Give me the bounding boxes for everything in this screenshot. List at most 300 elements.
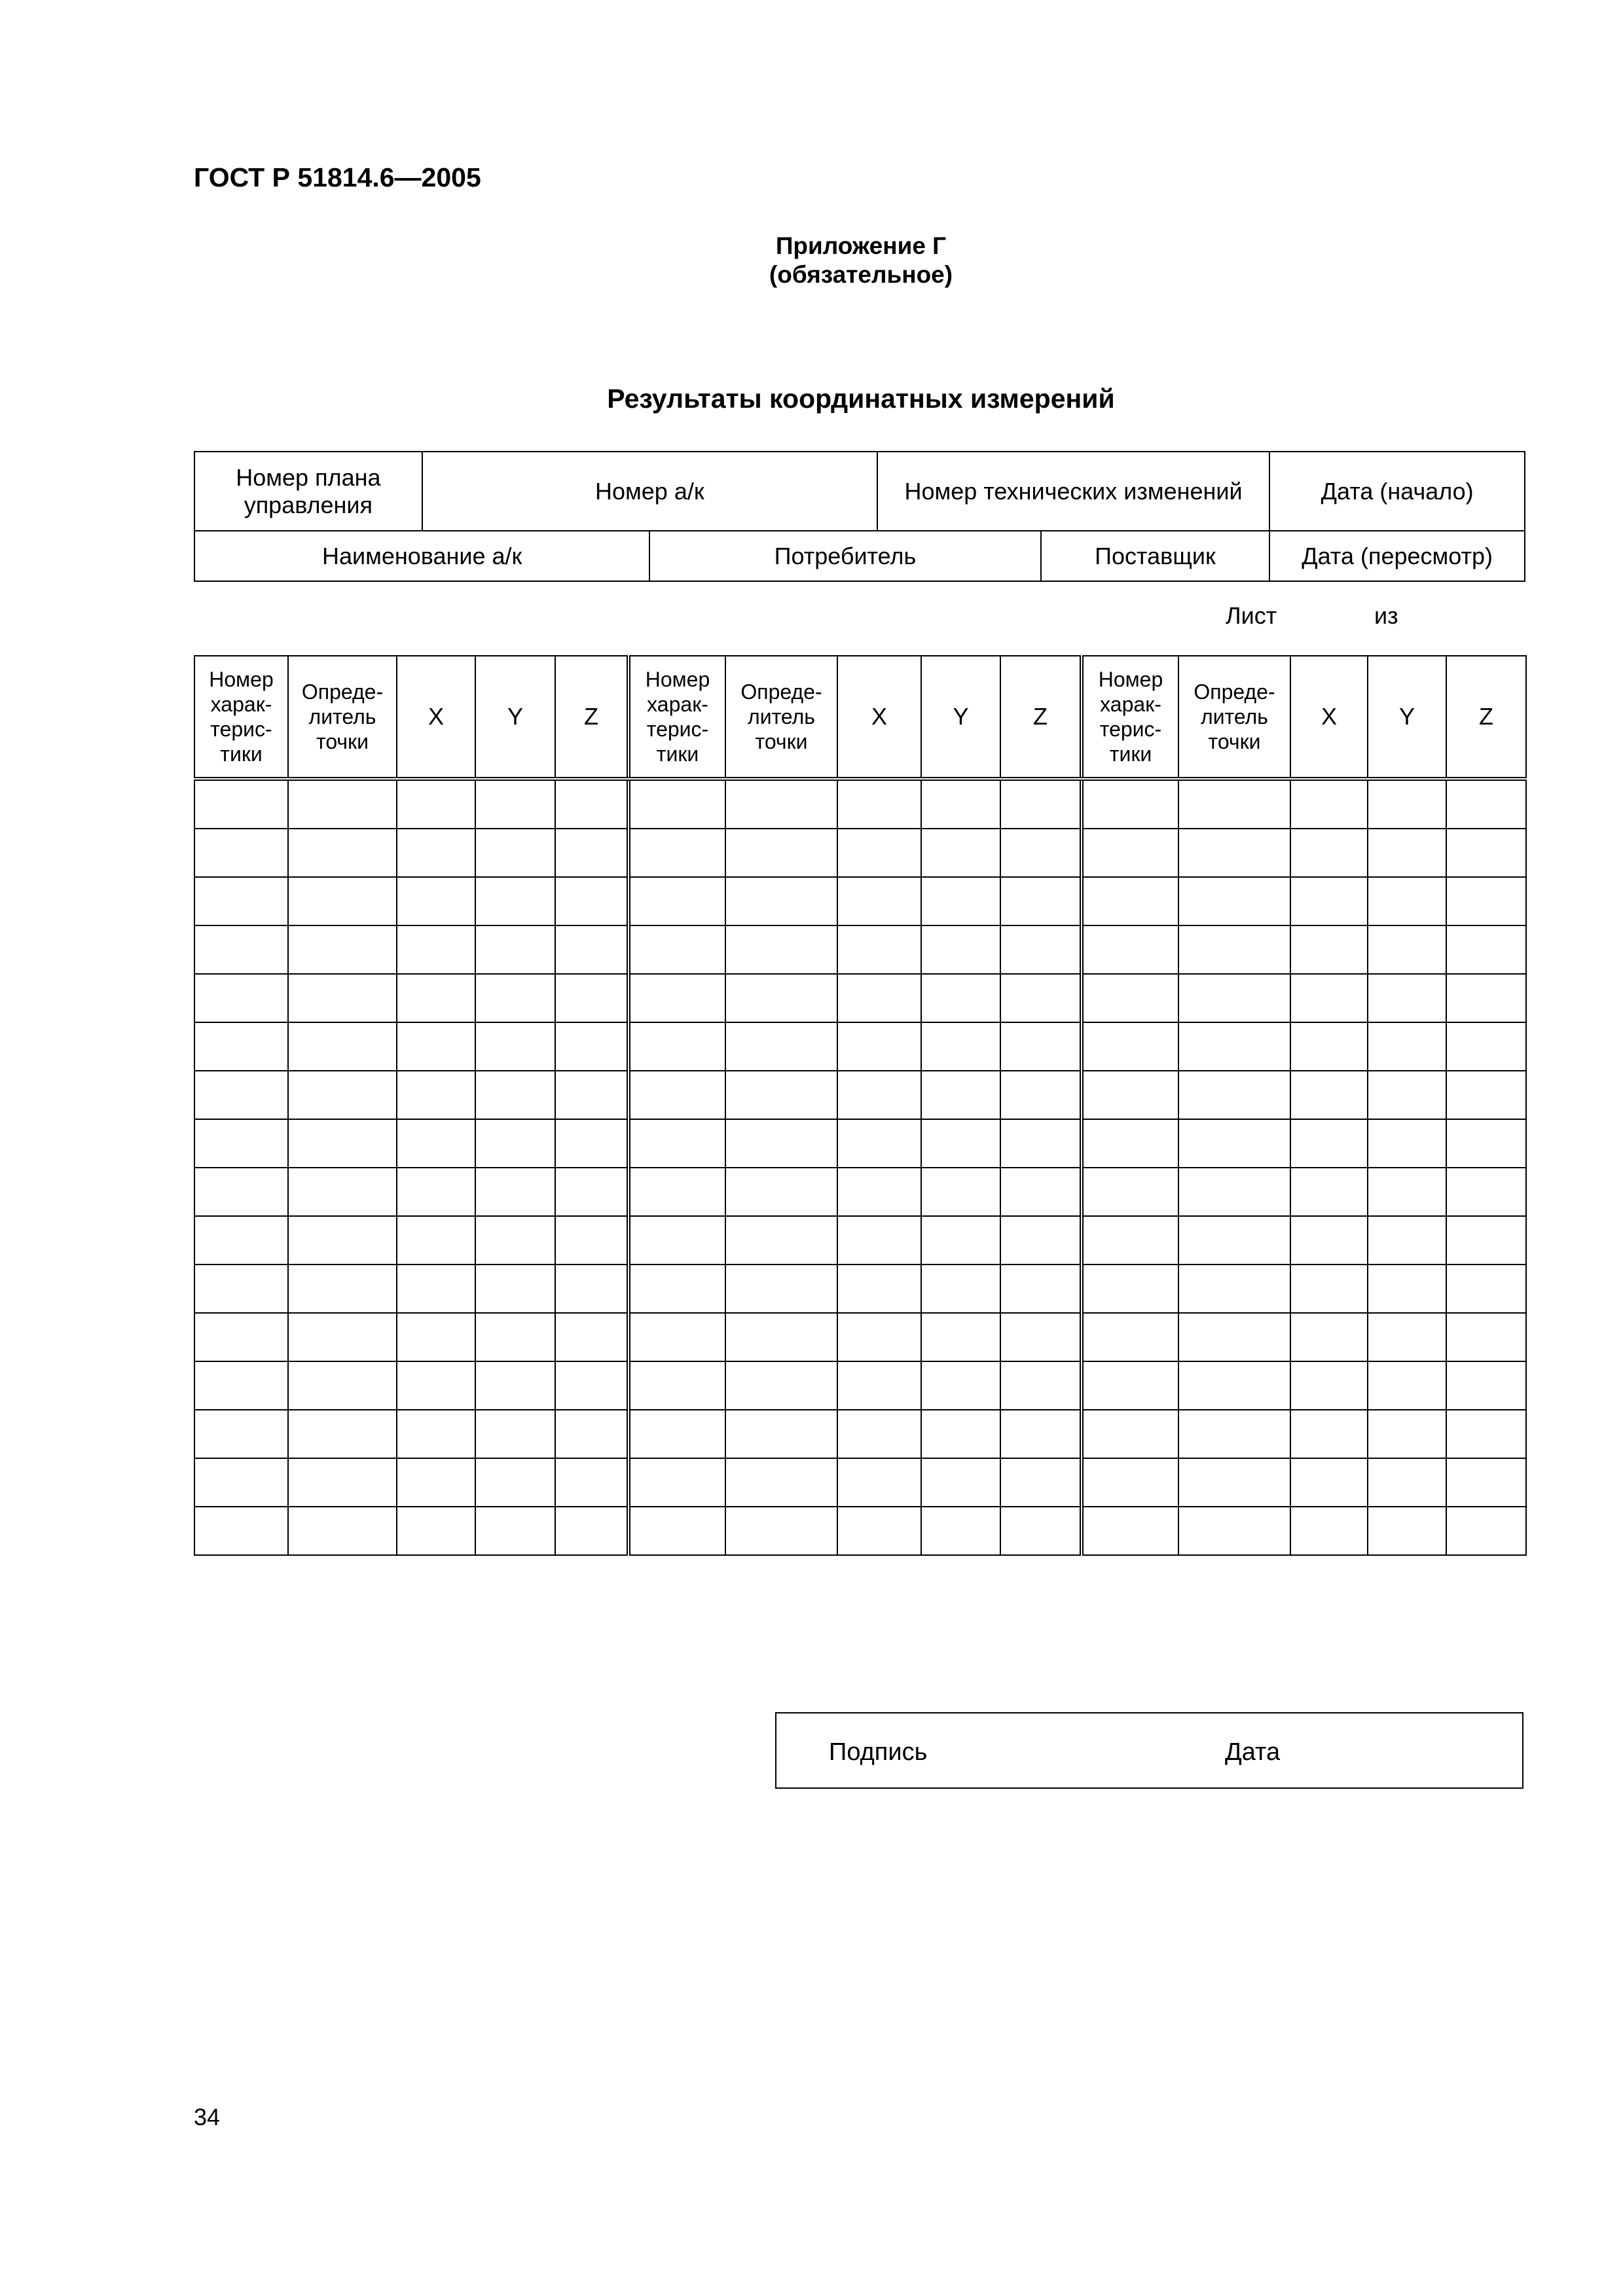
col-header-z: Z [555, 656, 629, 779]
cell-point-id[interactable] [1178, 925, 1290, 974]
cell-y[interactable] [921, 1216, 1000, 1265]
cell-x[interactable] [397, 877, 475, 925]
control-plan-number-cell[interactable] [194, 452, 422, 531]
cell-z[interactable] [555, 779, 629, 829]
cell-y[interactable] [921, 1410, 1000, 1458]
cell-char-number[interactable] [1082, 1071, 1178, 1119]
signature-label: Подпись [829, 1738, 928, 1766]
cell-y[interactable] [475, 1361, 555, 1410]
cell-x[interactable] [397, 1507, 475, 1555]
cell-point-id[interactable] [725, 1119, 837, 1168]
cell-z[interactable] [555, 1216, 629, 1265]
customer-cell[interactable] [649, 531, 1040, 581]
cell-z[interactable] [1446, 1265, 1526, 1313]
cell-x[interactable] [1290, 877, 1368, 925]
cell-char-number[interactable] [1082, 779, 1178, 829]
cell-x[interactable] [397, 829, 475, 877]
col-header-char-number-l2: харак- [210, 692, 272, 716]
cell-x[interactable] [397, 974, 475, 1022]
cell-point-id[interactable] [288, 779, 397, 829]
cell-char-number[interactable] [629, 1313, 725, 1361]
cell-z[interactable] [1000, 925, 1082, 974]
cell-y[interactable] [921, 1265, 1000, 1313]
col-header-x: X [1290, 656, 1368, 779]
cell-z[interactable] [555, 829, 629, 877]
customer-label: Потребитель [774, 542, 917, 569]
cell-y[interactable] [475, 974, 555, 1022]
table-row [194, 1458, 1526, 1507]
cell-y[interactable] [921, 1071, 1000, 1119]
part-name-label: Наименование а/к [321, 542, 522, 569]
cell-char-number[interactable] [194, 829, 288, 877]
col-header-point-id-l3: точки [316, 730, 369, 753]
cell-point-id[interactable] [1178, 1361, 1290, 1410]
table-row [194, 1022, 1526, 1071]
cell-y[interactable] [475, 1507, 555, 1555]
cell-char-number[interactable] [629, 829, 725, 877]
col-header-point-id [1178, 656, 1290, 779]
cell-y[interactable] [1368, 1265, 1446, 1313]
cell-y[interactable] [921, 1458, 1000, 1507]
cell-char-number[interactable] [1082, 1361, 1178, 1410]
col-header-x: X [397, 656, 475, 779]
cell-x[interactable] [837, 877, 921, 925]
cell-point-id[interactable] [288, 1022, 397, 1071]
cell-z[interactable] [1446, 1313, 1526, 1361]
cell-point-id[interactable] [1178, 1458, 1290, 1507]
cell-y[interactable] [475, 877, 555, 925]
cell-point-id[interactable] [725, 1458, 837, 1507]
cell-point-id[interactable] [725, 779, 837, 829]
cell-char-number[interactable] [194, 1410, 288, 1458]
cell-y[interactable] [1368, 1361, 1446, 1410]
cell-point-id[interactable] [288, 925, 397, 974]
table-row [194, 1216, 1526, 1265]
cell-char-number[interactable] [629, 974, 725, 1022]
cell-char-number[interactable] [1082, 974, 1178, 1022]
cell-y[interactable] [1368, 1168, 1446, 1216]
cell-y[interactable] [475, 1410, 555, 1458]
col-header-point-id-l3: точки [755, 730, 808, 753]
cell-point-id[interactable] [725, 974, 837, 1022]
cell-x[interactable] [1290, 1119, 1368, 1168]
cell-char-number[interactable] [629, 1458, 725, 1507]
cell-char-number[interactable] [1082, 1119, 1178, 1168]
cell-z[interactable] [1000, 1071, 1082, 1119]
measurement-table [194, 655, 1527, 1556]
col-header-point-id-l2: литель [1201, 705, 1268, 728]
page-title: Результаты координатных измерений [607, 384, 1115, 414]
cell-z[interactable] [1446, 1458, 1526, 1507]
cell-point-id[interactable] [1178, 1022, 1290, 1071]
cell-char-number[interactable] [194, 1458, 288, 1507]
col-header-point-id-l1: Опреде- [301, 680, 384, 704]
cell-y[interactable] [1368, 779, 1446, 829]
cell-y[interactable] [475, 1216, 555, 1265]
table-row [194, 829, 1526, 877]
cell-char-number[interactable] [629, 1507, 725, 1555]
cell-char-number[interactable] [194, 1216, 288, 1265]
cell-z[interactable] [555, 1265, 629, 1313]
cell-y[interactable] [1368, 1119, 1446, 1168]
cell-z[interactable] [1000, 1458, 1082, 1507]
col-header-char-number-l4: тики [220, 742, 263, 766]
col-header-point-id-l3: точки [1208, 730, 1261, 753]
cell-z[interactable] [555, 1313, 629, 1361]
cell-char-number[interactable] [194, 925, 288, 974]
cell-x[interactable] [837, 1071, 921, 1119]
cell-point-id[interactable] [725, 1265, 837, 1313]
cell-y[interactable] [475, 779, 555, 829]
cell-z[interactable] [555, 1168, 629, 1216]
cell-x[interactable] [397, 1071, 475, 1119]
cell-point-id[interactable] [1178, 877, 1290, 925]
cell-x[interactable] [837, 1410, 921, 1458]
cell-point-id[interactable] [1178, 1507, 1290, 1555]
cell-x[interactable] [1290, 1361, 1368, 1410]
cell-x[interactable] [397, 1361, 475, 1410]
cell-y[interactable] [1368, 1458, 1446, 1507]
cell-x[interactable] [1290, 1265, 1368, 1313]
cell-point-id[interactable] [725, 1071, 837, 1119]
cell-z[interactable] [555, 877, 629, 925]
cell-z[interactable] [1000, 1216, 1082, 1265]
cell-char-number[interactable] [629, 877, 725, 925]
cell-z[interactable] [1000, 877, 1082, 925]
cell-z[interactable] [1000, 974, 1082, 1022]
col-header-char-number-l3: терис- [1099, 717, 1162, 741]
cell-point-id[interactable] [1178, 1313, 1290, 1361]
cell-x[interactable] [1290, 974, 1368, 1022]
cell-x[interactable] [837, 779, 921, 829]
cell-x[interactable] [837, 1313, 921, 1361]
col-header-point-id-l2: литель [308, 705, 376, 728]
cell-x[interactable] [1290, 1410, 1368, 1458]
cell-z[interactable] [555, 1022, 629, 1071]
cell-y[interactable] [921, 829, 1000, 877]
cell-char-number[interactable] [194, 779, 288, 829]
cell-y[interactable] [1368, 1216, 1446, 1265]
cell-y[interactable] [1368, 1022, 1446, 1071]
table-row [194, 1361, 1526, 1410]
cell-point-id[interactable] [1178, 1168, 1290, 1216]
cell-char-number[interactable] [629, 1265, 725, 1313]
col-header-y: Y [921, 656, 1000, 779]
cell-z[interactable] [1446, 974, 1526, 1022]
cell-char-number[interactable] [194, 1313, 288, 1361]
cell-y[interactable] [921, 779, 1000, 829]
cell-z[interactable] [555, 1119, 629, 1168]
cell-y[interactable] [1368, 1071, 1446, 1119]
cell-z[interactable] [555, 1458, 629, 1507]
cell-point-id[interactable] [725, 1507, 837, 1555]
cell-x[interactable] [837, 1216, 921, 1265]
cell-char-number[interactable] [629, 1361, 725, 1410]
col-header-z: Z [1446, 656, 1526, 779]
cell-y[interactable] [1368, 974, 1446, 1022]
col-header-z: Z [1000, 656, 1082, 779]
col-header-point-id-l1: Опреде- [740, 680, 822, 704]
cell-z[interactable] [1446, 829, 1526, 877]
cell-x[interactable] [397, 1022, 475, 1071]
cell-point-id[interactable] [288, 1361, 397, 1410]
cell-z[interactable] [1446, 1071, 1526, 1119]
cell-point-id[interactable] [725, 1168, 837, 1216]
cell-x[interactable] [1290, 1216, 1368, 1265]
cell-char-number[interactable] [629, 1168, 725, 1216]
cell-char-number[interactable] [194, 1168, 288, 1216]
cell-point-id[interactable] [1178, 1410, 1290, 1458]
cell-char-number[interactable] [1082, 829, 1178, 877]
cell-y[interactable] [475, 925, 555, 974]
cell-char-number[interactable] [1082, 1022, 1178, 1071]
cell-char-number[interactable] [629, 1119, 725, 1168]
cell-char-number[interactable] [629, 1410, 725, 1458]
cell-y[interactable] [1368, 829, 1446, 877]
cell-x[interactable] [397, 779, 475, 829]
sheet-label: Лист [1226, 602, 1277, 629]
date-review-label: Дата (пересмотр) [1302, 542, 1493, 569]
cell-x[interactable] [1290, 1313, 1368, 1361]
cell-x[interactable] [1290, 1022, 1368, 1071]
cell-x[interactable] [837, 925, 921, 974]
cell-z[interactable] [1000, 1168, 1082, 1216]
cell-x[interactable] [837, 974, 921, 1022]
cell-point-id[interactable] [1178, 829, 1290, 877]
cell-char-number[interactable] [629, 1216, 725, 1265]
cell-point-id[interactable] [288, 1119, 397, 1168]
col-header-char-number-l4: тики [656, 742, 699, 766]
supplier-cell[interactable] [1041, 531, 1270, 581]
cell-z[interactable] [555, 974, 629, 1022]
cell-y[interactable] [921, 877, 1000, 925]
cell-char-number[interactable] [194, 1119, 288, 1168]
cell-y[interactable] [921, 974, 1000, 1022]
cell-x[interactable] [397, 1216, 475, 1265]
cell-y[interactable] [921, 1507, 1000, 1555]
cell-z[interactable] [555, 925, 629, 974]
sheet-of-label: из [1374, 602, 1398, 629]
tech-change-number-cell[interactable] [877, 452, 1269, 531]
cell-z[interactable] [1000, 1507, 1082, 1555]
cell-point-id[interactable] [725, 1022, 837, 1071]
cell-y[interactable] [921, 1119, 1000, 1168]
cell-point-id[interactable] [725, 1361, 837, 1410]
table-row [194, 1410, 1526, 1458]
cell-point-id[interactable] [725, 1410, 837, 1458]
cell-y[interactable] [1368, 1313, 1446, 1361]
col-header-char-number [629, 656, 725, 779]
cell-char-number[interactable] [194, 974, 288, 1022]
cell-x[interactable] [837, 1265, 921, 1313]
cell-x[interactable] [397, 1458, 475, 1507]
cell-y[interactable] [475, 1119, 555, 1168]
cell-z[interactable] [1446, 779, 1526, 829]
part-number-cell[interactable] [422, 452, 877, 531]
cell-char-number[interactable] [629, 1022, 725, 1071]
cell-z[interactable] [1000, 779, 1082, 829]
cell-z[interactable] [1000, 1265, 1082, 1313]
measurement-header-row [194, 656, 1526, 779]
cell-y[interactable] [475, 1168, 555, 1216]
cell-char-number[interactable] [1082, 1265, 1178, 1313]
cell-x[interactable] [1290, 1168, 1368, 1216]
cell-y[interactable] [921, 1168, 1000, 1216]
cell-x[interactable] [1290, 829, 1368, 877]
cell-x[interactable] [1290, 1458, 1368, 1507]
cell-z[interactable] [1000, 1361, 1082, 1410]
cell-char-number[interactable] [1082, 877, 1178, 925]
table-row [194, 1119, 1526, 1168]
col-header-char-number-l1: Номер [645, 668, 710, 691]
cell-y[interactable] [475, 1022, 555, 1071]
cell-char-number[interactable] [194, 1265, 288, 1313]
cell-z[interactable] [1446, 1410, 1526, 1458]
cell-x[interactable] [837, 829, 921, 877]
page-number: 34 [194, 2104, 221, 2130]
cell-y[interactable] [475, 1313, 555, 1361]
cell-point-id[interactable] [725, 1313, 837, 1361]
cell-x[interactable] [1290, 925, 1368, 974]
cell-y[interactable] [1368, 925, 1446, 974]
cell-z[interactable] [555, 1410, 629, 1458]
cell-char-number[interactable] [194, 1071, 288, 1119]
cell-char-number[interactable] [629, 779, 725, 829]
cell-point-id[interactable] [725, 1216, 837, 1265]
cell-x[interactable] [397, 1410, 475, 1458]
cell-x[interactable] [837, 1507, 921, 1555]
cell-y[interactable] [475, 829, 555, 877]
appendix-status: (обязательное) [769, 261, 953, 288]
cell-char-number[interactable] [1082, 925, 1178, 974]
cell-char-number[interactable] [194, 1507, 288, 1555]
cell-point-id[interactable] [725, 829, 837, 877]
cell-z[interactable] [1446, 1022, 1526, 1071]
cell-y[interactable] [475, 1458, 555, 1507]
cell-point-id[interactable] [288, 974, 397, 1022]
cell-point-id[interactable] [725, 925, 837, 974]
cell-x[interactable] [397, 1313, 475, 1361]
cell-z[interactable] [1000, 1022, 1082, 1071]
cell-y[interactable] [1368, 1410, 1446, 1458]
cell-y[interactable] [921, 925, 1000, 974]
col-header-char-number-l3: терис- [646, 717, 709, 741]
cell-point-id[interactable] [288, 1507, 397, 1555]
table-row [194, 1313, 1526, 1361]
cell-x[interactable] [837, 1119, 921, 1168]
part-name-cell[interactable] [194, 531, 649, 581]
cell-char-number[interactable] [1082, 1507, 1178, 1555]
col-header-char-number [194, 656, 288, 779]
cell-z[interactable] [1446, 1119, 1526, 1168]
cell-z[interactable] [1000, 829, 1082, 877]
cell-x[interactable] [1290, 779, 1368, 829]
table-row [194, 925, 1526, 974]
date-start-cell[interactable] [1269, 452, 1525, 531]
cell-z[interactable] [1446, 925, 1526, 974]
cell-point-id[interactable] [288, 1458, 397, 1507]
cell-z[interactable] [555, 1507, 629, 1555]
cell-x[interactable] [397, 925, 475, 974]
table-row [194, 1507, 1526, 1555]
cell-char-number[interactable] [194, 877, 288, 925]
cell-y[interactable] [475, 1265, 555, 1313]
cell-z[interactable] [1446, 877, 1526, 925]
cell-char-number[interactable] [1082, 1313, 1178, 1361]
cell-point-id[interactable] [1178, 1119, 1290, 1168]
cell-point-id[interactable] [1178, 1265, 1290, 1313]
table-row [194, 1071, 1526, 1119]
signature-box [775, 1712, 1523, 1789]
cell-y[interactable] [921, 1313, 1000, 1361]
cell-point-id[interactable] [288, 1216, 397, 1265]
cell-x[interactable] [837, 1022, 921, 1071]
form-header-table [194, 451, 1525, 582]
cell-x[interactable] [1290, 1071, 1368, 1119]
cell-char-number[interactable] [1082, 1216, 1178, 1265]
cell-point-id[interactable] [1178, 974, 1290, 1022]
cell-point-id[interactable] [288, 1313, 397, 1361]
cell-y[interactable] [921, 1361, 1000, 1410]
cell-point-id[interactable] [725, 877, 837, 925]
cell-point-id[interactable] [288, 1168, 397, 1216]
cell-y[interactable] [1368, 1507, 1446, 1555]
cell-x[interactable] [397, 1168, 475, 1216]
appendix-label: Приложение Г [775, 232, 947, 259]
date-review-cell[interactable] [1269, 531, 1525, 581]
cell-char-number[interactable] [629, 925, 725, 974]
cell-x[interactable] [837, 1168, 921, 1216]
cell-point-id[interactable] [1178, 779, 1290, 829]
cell-point-id[interactable] [288, 829, 397, 877]
cell-z[interactable] [1446, 1216, 1526, 1265]
cell-point-id[interactable] [288, 1410, 397, 1458]
cell-x[interactable] [1290, 1507, 1368, 1555]
cell-z[interactable] [555, 1071, 629, 1119]
cell-point-id[interactable] [1178, 1071, 1290, 1119]
cell-point-id[interactable] [288, 1071, 397, 1119]
cell-z[interactable] [1446, 1168, 1526, 1216]
cell-char-number[interactable] [194, 1361, 288, 1410]
cell-y[interactable] [475, 1071, 555, 1119]
cell-char-number[interactable] [194, 1022, 288, 1071]
supplier-label: Поставщик [1095, 542, 1216, 569]
cell-x[interactable] [837, 1361, 921, 1410]
cell-z[interactable] [1000, 1313, 1082, 1361]
cell-point-id[interactable] [288, 877, 397, 925]
cell-point-id[interactable] [1178, 1216, 1290, 1265]
cell-char-number[interactable] [1082, 1458, 1178, 1507]
cell-x[interactable] [397, 1119, 475, 1168]
cell-x[interactable] [397, 1265, 475, 1313]
cell-point-id[interactable] [288, 1265, 397, 1313]
cell-x[interactable] [837, 1458, 921, 1507]
col-header-char-number-l4: тики [1109, 742, 1152, 766]
cell-y[interactable] [1368, 877, 1446, 925]
control-plan-number-label-l1: Номер плана [236, 463, 381, 491]
col-header-y: Y [475, 656, 555, 779]
cell-z[interactable] [1000, 1410, 1082, 1458]
cell-char-number[interactable] [1082, 1410, 1178, 1458]
cell-z[interactable] [1000, 1119, 1082, 1168]
col-header-point-id-l1: Опреде- [1194, 680, 1275, 704]
cell-z[interactable] [555, 1361, 629, 1410]
cell-char-number[interactable] [1082, 1168, 1178, 1216]
cell-z[interactable] [1446, 1361, 1526, 1410]
cell-char-number[interactable] [629, 1071, 725, 1119]
cell-y[interactable] [921, 1022, 1000, 1071]
cell-z[interactable] [1446, 1507, 1526, 1555]
